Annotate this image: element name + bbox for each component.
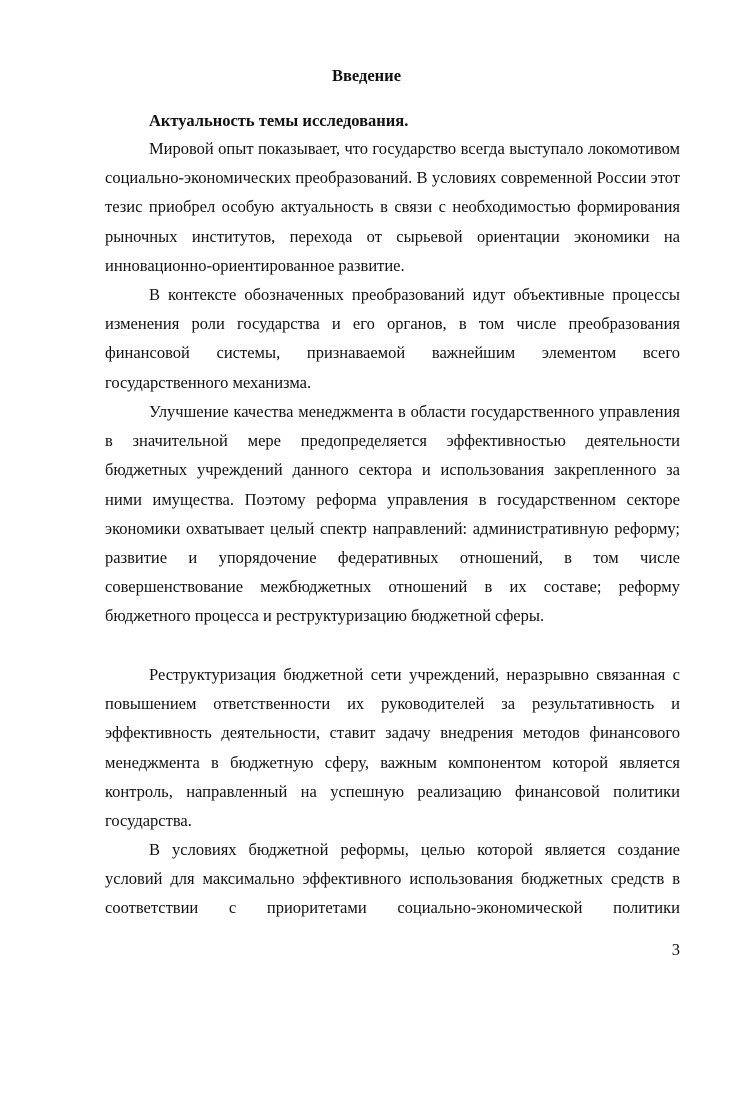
- paragraph-budget-reform: В условиях бюджетной реформы, целью которой является создание условий для максимально эффективного использования бюджетных средств в соответствии с приоритетами социально-экономической политики: [105, 840, 680, 918]
- paragraph-restructuring: Реструктуризация бюджетной сети учреждений, неразрывно связанная с повышением ответственности их руководителей за результативность и эффективность деятельности, ставит задачу внедрения методов финансового менеджмента в бюджетную сферу, важным компонентом которой является контроль, направленный на успешную реализацию финансовой политики государства.: [105, 665, 680, 831]
- paragraph-world-experience: Мировой опыт показывает, что государство всегда выступало локомотивом социально-экономических преобразований. В условиях современной России этот тезис приобрел особую актуальность в связи с необходимостью формирования рыночных институтов, перехода от сырьевой ориентации экономики на инновационно-ориентированное развитие.: [105, 139, 680, 275]
- paragraph-transformation-context: В контексте обозначенных преобразований идут объективные процессы изменения роли государства и его органов, в том числе преобразования финансовой системы, признаваемой важнейшим элементом всего государственного механизма.: [105, 285, 680, 392]
- page-number: 3: [671, 940, 680, 959]
- relevance-subheading: Актуальность темы исследования.: [149, 111, 409, 130]
- paragraph-management-quality: Улучшение качества менеджмента в области государственного управления в значительной мере предопределяется эффективностью деятельности бюджетных учреждений данного сектора и использования закрепленного за ними имущества. Поэтому реформа управления в государственном секторе экономики охватывает целый спектр направлений: административную реформу; развитие и упорядочение федеративных отношений, в том числе совершенствование межбюджетных отношений в их составе; реформу бюджетного процесса и реструктуризацию бюджетной сферы.: [105, 402, 680, 626]
- section-heading: Введение: [331, 66, 402, 85]
